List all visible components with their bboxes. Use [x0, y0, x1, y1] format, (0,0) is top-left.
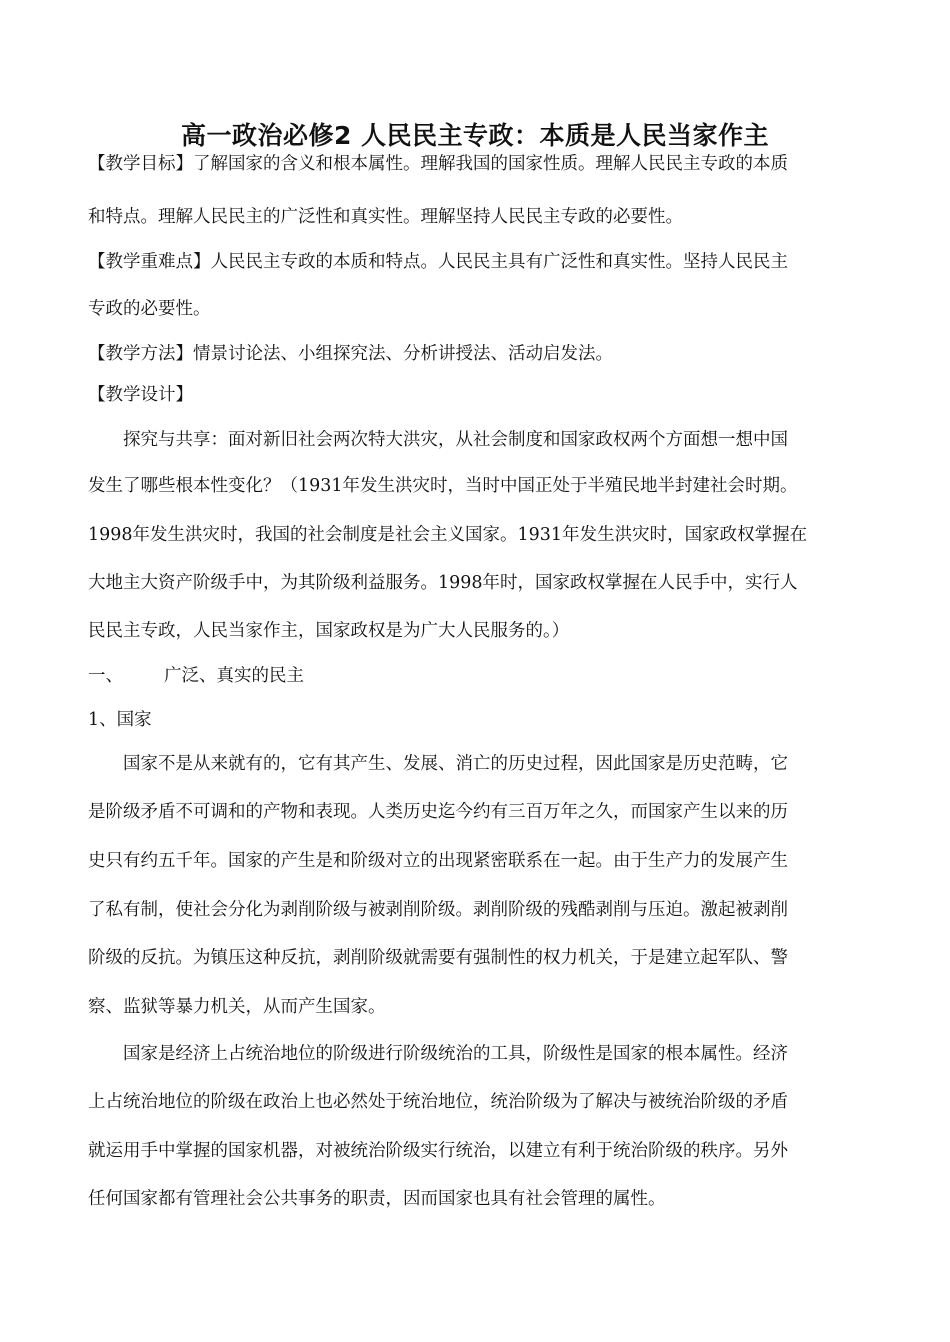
section-number: 一、 [88, 666, 123, 686]
explore-paragraph-line-3: 1998年发生洪灾时，我国的社会制度是社会主义国家。1931年发生洪灾时，国家政权掌握在 [88, 525, 808, 545]
section-one-heading [88, 662, 304, 687]
state-paragraph-line-5: 阶级的反抗。为镇压这种反抗，剥削阶级就需要有强制性的权力机关，于是建立起军队、警 [88, 948, 788, 968]
teaching-goals-line-1: 【教学目标】了解国家的含义和根本属性。理解我国的国家性质。理解人民民主专政的本质 [88, 154, 788, 174]
key-points-line-2: 专政的必要性。 [88, 299, 211, 319]
class-paragraph-line-4: 任何国家都有管理社会公共事务的职责，因而国家也具有社会管理的属性。 [88, 1189, 666, 1209]
class-paragraph-line-3: 就运用手中掌握的国家机器，对被统治阶级实行统治，以建立有利于统治阶级的秩序。另外 [88, 1141, 788, 1161]
state-paragraph-line-6: 察、监狱等暴力机关，从而产生国家。 [88, 997, 386, 1017]
teaching-design-heading: 【教学设计】 [88, 385, 193, 405]
state-paragraph-line-3: 史只有约五千年。国家的产生是和阶级对立的出现紧密联系在一起。由于生产力的发展产生 [88, 851, 788, 871]
section-title: 广泛、真实的民主 [164, 666, 304, 686]
class-paragraph-line-2: 上占统治地位的阶级在政治上也必然处于统治地位，统治阶级为了解决与被统治阶级的矛盾 [88, 1092, 788, 1112]
explore-paragraph-line-1: 探究与共享：面对新旧社会两次特大洪灾，从社会制度和国家政权两个方面想一想中国 [88, 430, 788, 450]
key-points-line-1: 【教学重难点】人民民主专政的本质和特点。人民民主具有广泛性和真实性。坚持人民民主 [88, 252, 788, 272]
explore-paragraph-line-2: 发生了哪些根本性变化？（1931年发生洪灾时，当时中国正处于半殖民地半封建社会时期。 [88, 476, 798, 496]
document-title: 高一政治必修2 人民民主专政：本质是人民当家作主 [180, 121, 770, 150]
state-paragraph-line-4: 了私有制，使社会分化为剥削阶级与被剥削阶级。剥削阶级的残酷剥削与压迫。激起被剥削 [88, 900, 788, 920]
explore-paragraph-line-4: 大地主大资产阶级手中，为其阶级利益服务。1998年时，国家政权掌握在人民手中，实行人 [88, 573, 798, 593]
state-paragraph-line-2: 是阶级矛盾不可调和的产物和表现。人类历史迄今约有三百万年之久，而国家产生以来的历 [88, 802, 788, 822]
class-paragraph-line-1: 国家是经济上占统治地位的阶级进行阶级统治的工具，阶级性是国家的根本属性。经济 [88, 1044, 788, 1064]
explore-paragraph-line-5: 民民主专政，人民当家作主，国家政权是为广大人民服务的。） [88, 621, 570, 641]
teaching-methods-line: 【教学方法】情景讨论法、小组探究法、分析讲授法、活动启发法。 [88, 344, 613, 364]
state-paragraph-line-1: 国家不是从来就有的，它有其产生、发展、消亡的历史过程，因此国家是历史范畴，它 [88, 754, 788, 774]
subsection-heading: 1、国家 [88, 710, 152, 730]
teaching-goals-line-2: 和特点。理解人民民主的广泛性和真实性。理解坚持人民民主专政的必要性。 [88, 207, 683, 227]
